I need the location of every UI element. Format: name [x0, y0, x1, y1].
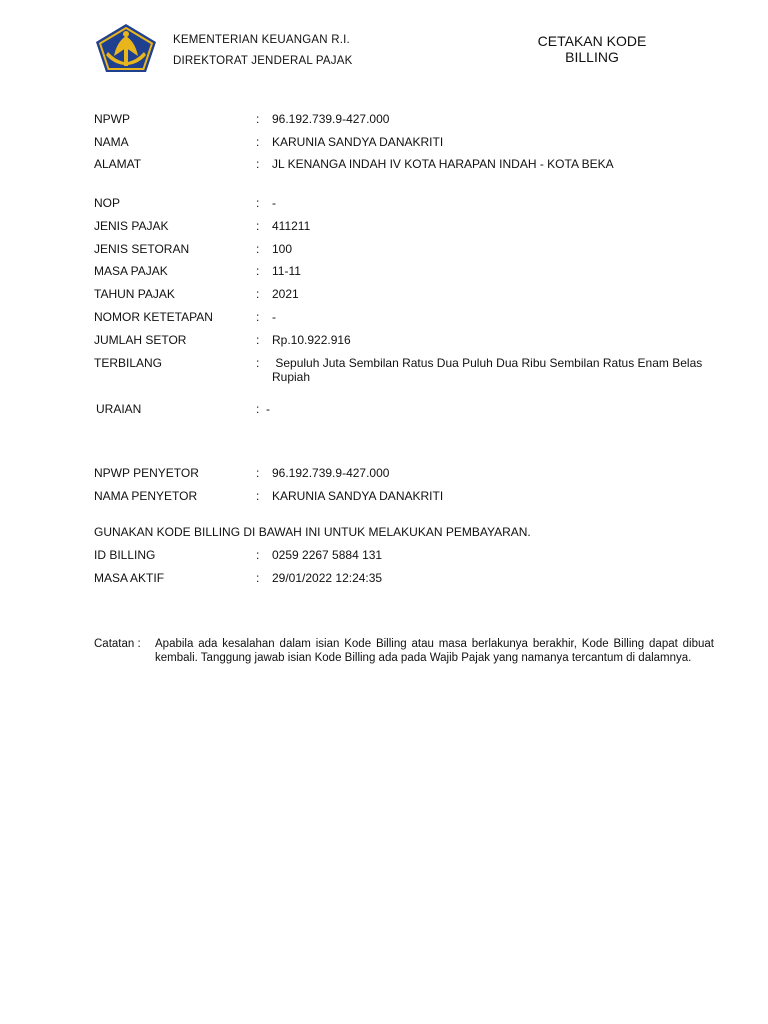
field-label: NOP [94, 196, 121, 210]
field-value: JL KENANGA INDAH IV KOTA HARAPAN INDAH - KOTA BEKA [272, 157, 614, 171]
field-label: MASA PAJAK [94, 264, 168, 278]
field-separator: : [256, 402, 260, 416]
field-separator: : [256, 333, 260, 347]
field-label: JENIS SETORAN [94, 242, 190, 256]
field-separator: : [256, 489, 260, 503]
directorate-name: DIREKTORAT JENDERAL PAJAK [173, 55, 353, 67]
field-separator: : [256, 219, 260, 233]
field-label: TAHUN PAJAK [94, 287, 175, 301]
field-value: - [266, 402, 270, 416]
field-separator: : [256, 196, 260, 210]
field-separator: : [256, 466, 260, 480]
field-value: 411211 [272, 219, 311, 233]
field-separator: : [256, 264, 260, 278]
field-separator: : [256, 310, 260, 324]
field-separator: : [256, 135, 260, 149]
field-label: MASA AKTIF [94, 571, 165, 585]
field-value: 2021 [272, 287, 299, 301]
footnote-label: Catatan : [94, 638, 141, 650]
field-value: 96.192.739.9-427.000 [272, 112, 390, 126]
field-value: KARUNIA SANDYA DANAKRITI [272, 489, 444, 503]
field-separator: : [256, 548, 260, 562]
field-value: KARUNIA SANDYA DANAKRITI [272, 135, 444, 149]
document-title-line1: CETAKAN KODE [537, 33, 647, 49]
field-value: Sepuluh Juta Sembilan Ratus Dua Puluh Dua Ribu Sembilan Ratus Enam Belas Rupiah [272, 356, 706, 384]
footnote-text: Apabila ada kesalahan dalam isian Kode Billing atau masa berlakunya berakhir, Kode Billing dapat dibuat kembali. Tanggung jawab isian Kode Billing ada pada Wajib Pajak yang namanya tercantum di dalamnya. [155, 638, 714, 664]
field-separator: : [256, 356, 260, 370]
field-label: ID BILLING [94, 548, 156, 562]
field-label: TERBILANG [94, 356, 163, 370]
payment-instruction: GUNAKAN KODE BILLING DI BAWAH INI UNTUK MELAKUKAN PEMBAYARAN. [94, 525, 531, 539]
field-value: - [272, 310, 276, 324]
field-value: 100 [272, 242, 293, 256]
field-separator: : [256, 287, 260, 301]
field-label: NPWP PENYETOR [94, 466, 199, 480]
ministry-name: KEMENTERIAN KEUANGAN R.I. [173, 34, 350, 46]
field-value: 96.192.739.9-427.000 [272, 466, 390, 480]
field-separator: : [256, 571, 260, 585]
field-label: NPWP [94, 112, 130, 126]
kemenkeu-logo-icon [94, 22, 158, 80]
field-label: NAMA [94, 135, 129, 149]
field-value: 11-11 [272, 264, 301, 278]
field-separator: : [256, 242, 260, 256]
field-value: Rp.10.922.916 [272, 333, 351, 347]
field-value: - [272, 196, 276, 210]
field-label: ALAMAT [94, 157, 142, 171]
field-label: NAMA PENYETOR [94, 489, 198, 503]
field-separator: : [256, 157, 260, 171]
field-label: NOMOR KETETAPAN [94, 310, 213, 324]
field-label: JENIS PAJAK [94, 219, 169, 233]
field-value: 29/01/2022 12:24:35 [272, 571, 383, 585]
field-separator: : [256, 112, 260, 126]
field-value: 0259 2267 5884 131 [272, 548, 383, 562]
document-title-line2: BILLING [565, 49, 619, 65]
field-label: URAIAN [96, 402, 142, 416]
field-label: JUMLAH SETOR [94, 333, 187, 347]
document-title [512, 33, 672, 65]
